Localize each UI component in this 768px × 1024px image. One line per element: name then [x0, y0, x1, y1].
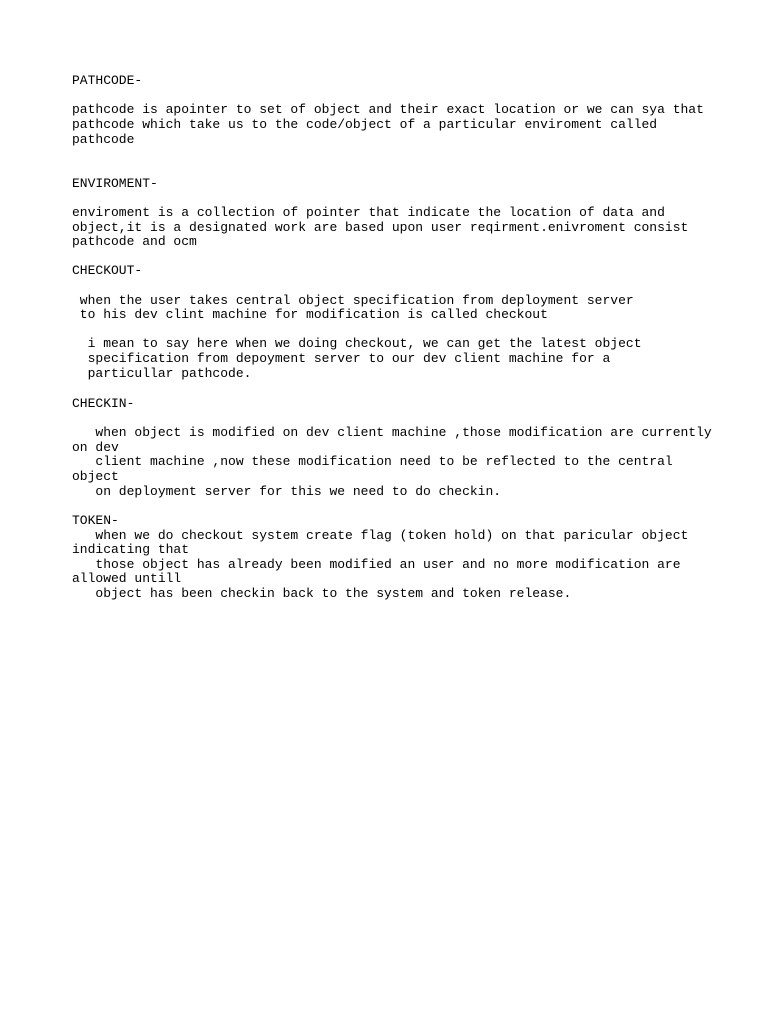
section-heading-pathcode: PATHCODE-: [72, 73, 143, 88]
section-heading-enviroment: ENVIROMENT-: [72, 176, 158, 191]
enviroment-line-1: enviroment is a collection of pointer that indicate the location of data and: [72, 205, 665, 220]
token-line-2: indicating that: [72, 542, 190, 557]
pathcode-line-3: pathcode: [72, 132, 135, 147]
enviroment-line-2: object,it is a designated work are based upon user reqirment.enivroment consist: [72, 220, 689, 235]
section-heading-token: TOKEN-: [72, 513, 119, 528]
checkin-line-1: when object is modified on dev client machine ,those modification are currently: [72, 425, 712, 440]
checkin-line-5: on deployment server for this we need to do checkin.: [72, 484, 502, 499]
checkin-line-3: client machine ,now these modification need to be reflected to the central: [72, 454, 673, 469]
token-line-5: object has been checkin back to the system and token release.: [72, 586, 572, 601]
checkout-line-5: particullar pathcode.: [72, 366, 252, 381]
token-line-1: when we do checkout system create flag (token hold) on that paricular object: [72, 528, 689, 543]
section-heading-checkout: CHECKOUT-: [72, 263, 143, 278]
pathcode-line-2: pathcode which take us to the code/object of a particular enviroment called: [72, 117, 658, 132]
checkout-line-2: to his dev clint machine for modification is called checkout: [72, 307, 548, 322]
checkout-line-3: i mean to say here when we doing checkout, we can get the latest object: [72, 336, 642, 351]
checkout-line-4: specification from depoyment server to our dev client machine for a: [72, 351, 611, 366]
pathcode-line-1: pathcode is apointer to set of object and their exact location or we can sya that: [72, 102, 704, 117]
token-line-4: allowed untill: [72, 571, 182, 586]
enviroment-line-3: pathcode and ocm: [72, 234, 197, 249]
checkin-line-4: object: [72, 469, 119, 484]
token-line-3: those object has already been modified an user and no more modification are: [72, 557, 681, 572]
section-heading-checkin: CHECKIN-: [72, 396, 135, 411]
checkin-line-2: on dev: [72, 440, 119, 455]
checkout-line-1: when the user takes central object specification from deployment server: [72, 293, 634, 308]
